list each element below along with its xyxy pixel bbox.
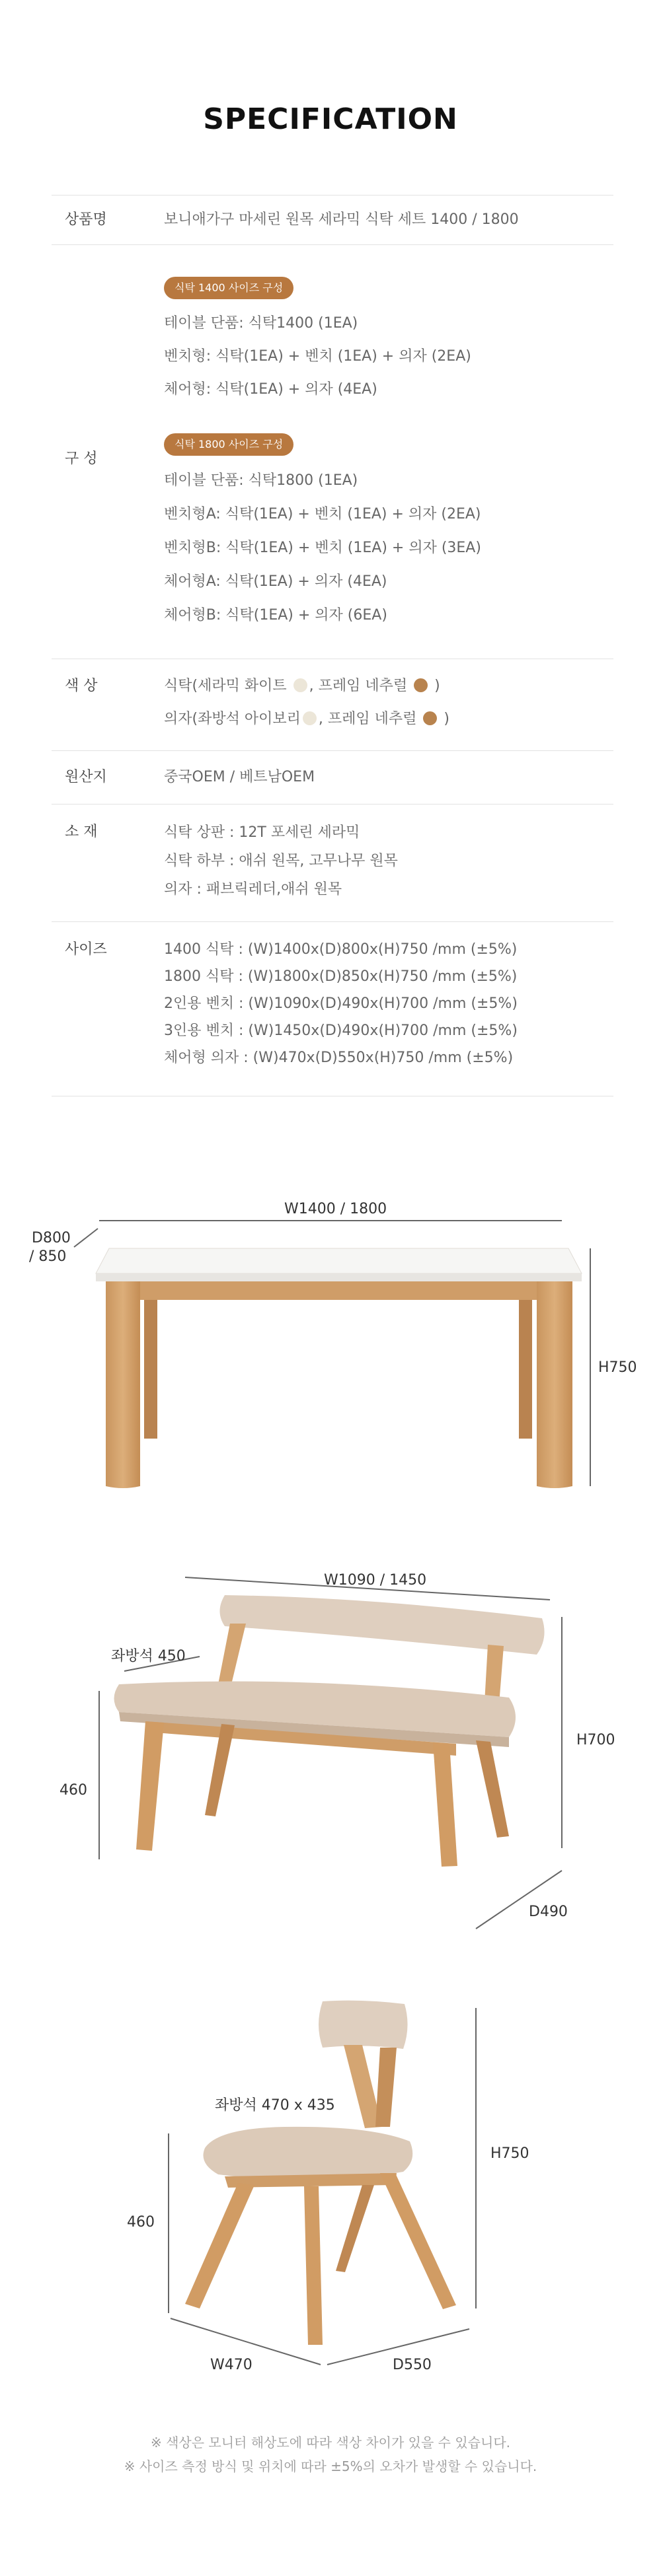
spec-value (164, 670, 613, 736)
chair-seat (204, 2127, 413, 2180)
list-item: 벤치형A: 식탁(1EA) + 벤치 (1EA) + 의자 (2EA) (164, 506, 481, 522)
bench-illustration (0, 1546, 661, 1942)
list-item: 체어형: 식탁(1EA) + 의자 (4EA) (164, 381, 377, 398)
color-text: 식탁(세라믹 화이트 (164, 678, 292, 694)
table-leg-front-left (106, 1281, 140, 1488)
spec-label: 원산지 (65, 769, 107, 785)
list-item: 의자 : 패브릭레더,애쉬 원목 (164, 881, 342, 898)
table-diagram (0, 1176, 661, 1519)
chair-leg (304, 2186, 323, 2345)
swatch-ivory-icon (303, 711, 317, 725)
list-item: 테이블 단품: 식탁1400 (1EA) (164, 315, 358, 332)
dim-table-width: W1400 / 1800 (284, 1201, 387, 1217)
dim-table-height: H750 (598, 1359, 637, 1376)
footnote: ※ 사이즈 측정 방식 및 위치에 따라 ±5%의 오차가 발생할 수 있습니다. (124, 2458, 537, 2474)
composition-groups (164, 276, 613, 632)
list-item: 3인용 벤치 : (W)1450x(D)490x(H)700 /mm (±5%) (164, 1022, 518, 1039)
spec-value: 보니애가구 마세린 원목 세라믹 식탁 세트 1400 / 1800 (164, 211, 519, 228)
bench-diagram (0, 1546, 661, 1942)
table-apron (116, 1281, 565, 1300)
dim-chair-width: W470 (210, 2357, 253, 2373)
depth-dim-line (74, 1229, 98, 1247)
spec-label-text: 구 성 (65, 450, 98, 467)
dim-table-depth-alt: / 850 (29, 1248, 67, 1265)
swatch-natural-icon (423, 711, 437, 725)
dim-chair-height: H750 (490, 2145, 529, 2162)
table-leg-front-right (537, 1281, 572, 1488)
swatch-white-icon (293, 678, 307, 692)
dim-bench-width: W1090 / 1450 (324, 1572, 427, 1589)
swatch-natural-icon (414, 678, 428, 692)
color-text: , 프레임 네추럴 (309, 678, 412, 694)
dim-chair-seat: 좌방석 470 x 435 (215, 2097, 335, 2114)
chair-backrest (319, 2001, 408, 2049)
size-badge: 식탁 1400 사이즈 구성 (164, 277, 293, 299)
spec-row-size (52, 922, 613, 1096)
chair-diagram (0, 1975, 661, 2384)
list-item: 체어형 의자 : (W)470x(D)550x(H)750 /mm (±5%) (164, 1050, 514, 1066)
color-text: 의자(좌방석 아이보리 (164, 711, 301, 727)
chair-illustration (0, 1975, 661, 2384)
bench-back-support-left (218, 1624, 246, 1684)
spec-label (52, 276, 164, 632)
bench-leg (433, 1742, 457, 1867)
table-illustration (0, 1176, 661, 1519)
table-leg-back-right (519, 1300, 532, 1439)
spec-label: 소 재 (65, 824, 98, 840)
spec-row-material (52, 805, 613, 922)
tabletop-surface (96, 1248, 582, 1273)
color-text: ) (430, 678, 440, 694)
page-title: SPECIFICATION (203, 102, 458, 136)
spec-value (164, 936, 613, 1071)
tabletop-edge (96, 1273, 582, 1281)
dim-chair-seat-height: 460 (127, 2214, 155, 2231)
list-item: 테이블 단품: 식탁1800 (1EA) (164, 472, 358, 489)
list-item: 벤치형B: 식탁(1EA) + 벤치 (1EA) + 의자 (3EA) (164, 540, 481, 556)
list-item: 식탁 하부 : 애쉬 원목, 고무나무 원목 (164, 853, 398, 869)
dim-bench-height: H700 (576, 1732, 615, 1748)
bench-leg (136, 1721, 164, 1851)
color-line-table (164, 670, 613, 703)
bench-leg (205, 1724, 235, 1816)
dim-table-depth: D800 (32, 1230, 71, 1246)
spec-label: 상품명 (65, 211, 107, 228)
dim-bench-depth: D490 (529, 1904, 568, 1920)
spec-label: 사이즈 (65, 941, 107, 958)
dim-bench-seat-height: 460 (59, 1782, 87, 1799)
spec-row-color (52, 659, 613, 751)
spec-value: 중국OEM / 베트남OEM (164, 769, 315, 785)
footnotes (0, 2431, 661, 2478)
spec-row-product (52, 195, 613, 245)
bench-leg (476, 1740, 509, 1838)
list-item: 1800 식탁 : (W)1800x(D)850x(H)750 /mm (±5%) (164, 968, 518, 985)
chair-back-support (375, 2048, 397, 2127)
list-item: 체어형B: 식탁(1EA) + 의자 (6EA) (164, 607, 387, 624)
list-item: 체어형A: 식탁(1EA) + 의자 (4EA) (164, 573, 387, 590)
size-badge: 식탁 1800 사이즈 구성 (164, 433, 293, 456)
chair-leg (380, 2173, 456, 2309)
list-item: 벤치형: 식탁(1EA) + 벤치 (1EA) + 의자 (2EA) (164, 348, 471, 365)
list-item: 식탁 상판 : 12T 포세린 세라믹 (164, 824, 360, 841)
spec-label: 색 상 (65, 678, 98, 694)
spec-row-composition (52, 245, 613, 659)
list-item: 1400 식탁 : (W)1400x(D)800x(H)750 /mm (±5%) (164, 941, 518, 958)
spec-value (164, 818, 613, 904)
table-leg-back-left (144, 1300, 157, 1439)
composition-group-1800 (164, 433, 613, 632)
footnote: ※ 색상은 모니터 해상도에 따라 색상 차이가 있을 수 있습니다. (150, 2435, 510, 2451)
color-line-chair (164, 703, 613, 736)
chair-leg (185, 2183, 254, 2308)
dim-chair-depth: D550 (393, 2357, 432, 2373)
list-item: 2인용 벤치 : (W)1090x(D)490x(H)700 /mm (±5%) (164, 995, 518, 1012)
chair-leg (336, 2185, 374, 2272)
color-text: ) (439, 711, 449, 727)
spec-row-origin (52, 751, 613, 805)
spec-table (52, 195, 613, 1096)
composition-group-1400 (164, 276, 613, 406)
color-text: , 프레임 네추럴 (318, 711, 422, 727)
dim-bench-seat: 좌방석 450 (111, 1648, 186, 1664)
